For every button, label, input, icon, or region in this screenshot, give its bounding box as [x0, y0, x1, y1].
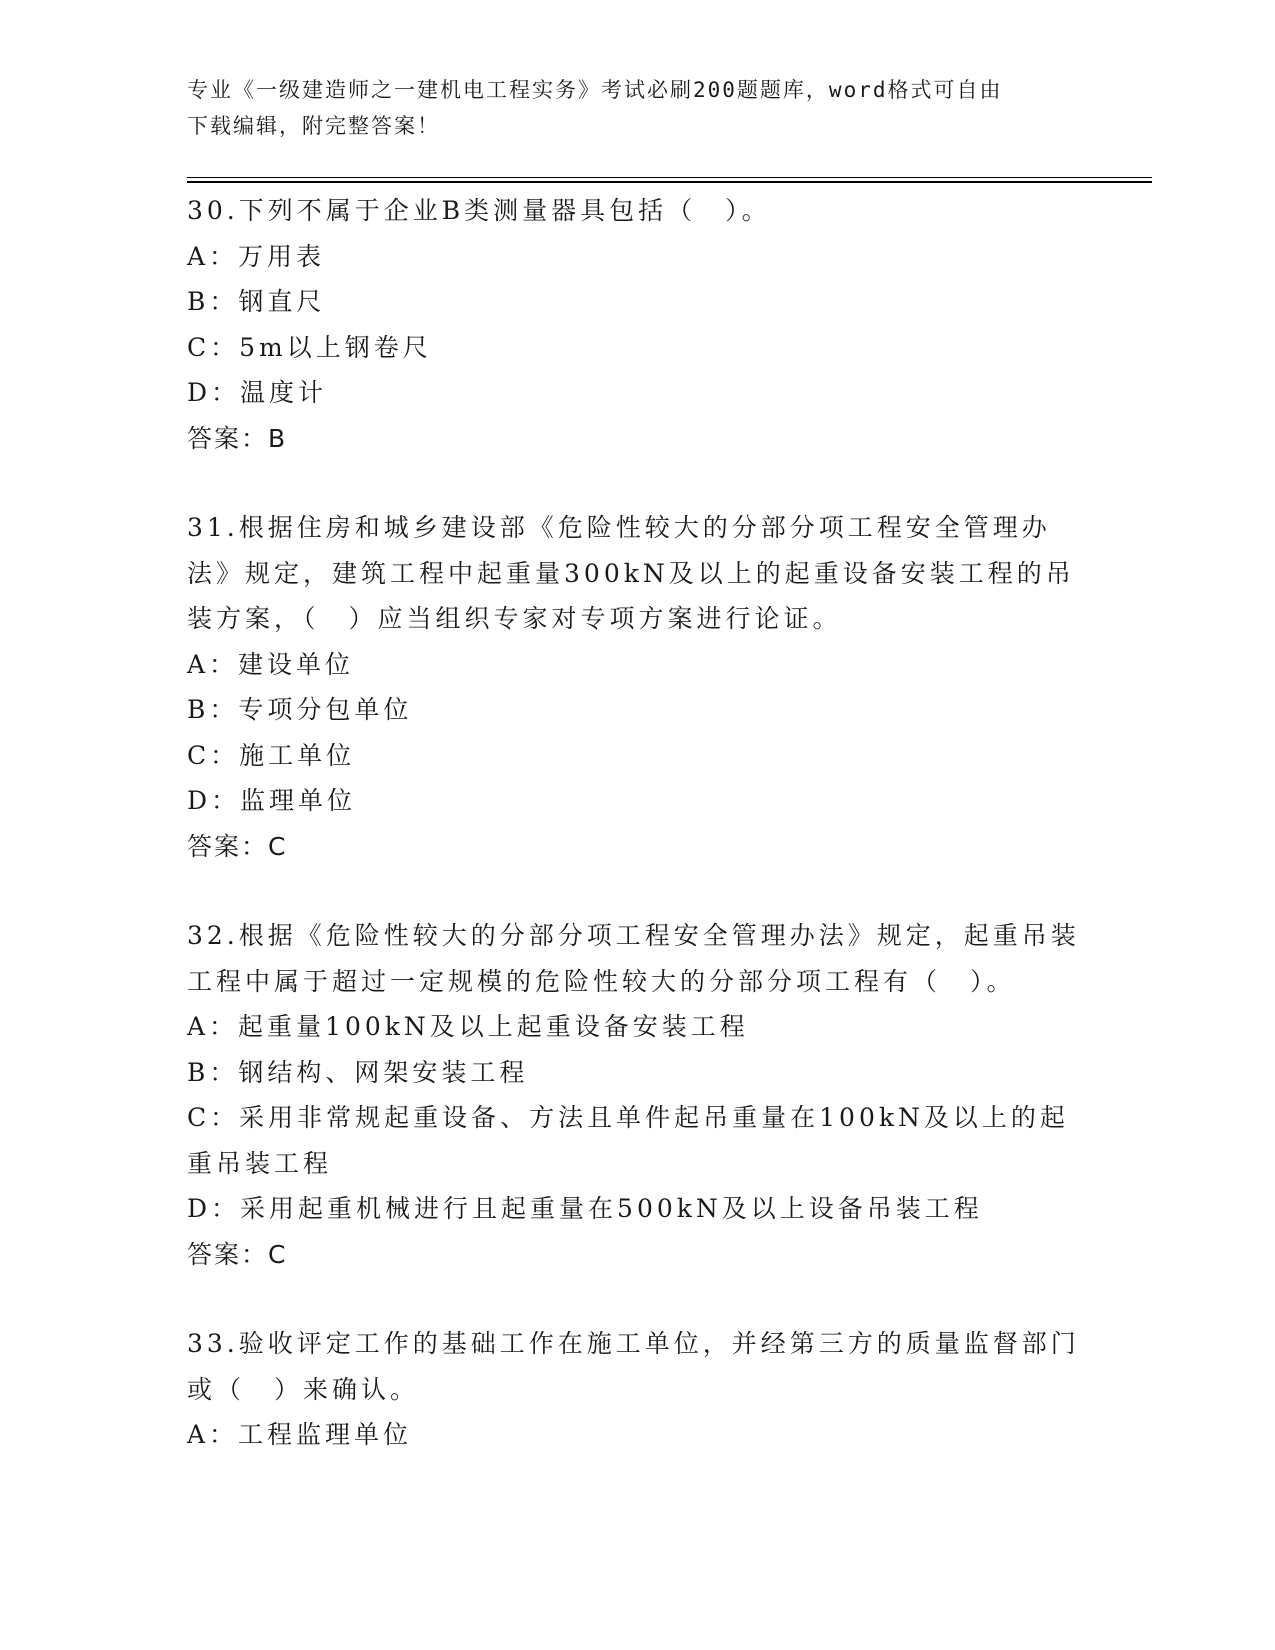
option-c: C：施工单位	[187, 740, 356, 770]
question-stem: 33.验收评定工作的基础工作在施工单位，并经第三方的质量监督部门或（ ）来确认。	[187, 1329, 1080, 1404]
header-divider-thick	[187, 181, 1152, 183]
option-a: A：起重量100kN及以上起重设备安装工程	[187, 1012, 749, 1041]
document-header	[187, 72, 1067, 144]
header-divider-thin	[187, 177, 1152, 178]
option-b: B：钢直尺	[187, 287, 326, 316]
answer-label: 答案：C	[187, 1239, 288, 1269]
option-d: D：监理单位	[187, 786, 357, 815]
option-b: B：专项分包单位	[187, 695, 413, 724]
header-line-2: 下载编辑，附完整答案！	[187, 114, 440, 138]
question-list	[187, 188, 1087, 1502]
question-32	[187, 913, 1087, 1277]
question-31	[187, 505, 1087, 869]
question-stem: 32.根据《危险性较大的分部分项工程安全管理办法》规定，起重吊装工程中属于超过一定规模的危险性较大的分部分项工程有（ ）。	[187, 921, 1080, 996]
question-33	[187, 1321, 1087, 1458]
question-stem: 31.根据住房和城乡建设部《危险性较大的分部分项工程安全管理办法》规定，建筑工程中起重量300kN及以上的起重设备安装工程的吊装方案，（ ）应当组织专家对专项方案进行论证。	[187, 513, 1075, 633]
answer-label: 答案：C	[187, 831, 288, 861]
option-c: C：5m以上钢卷尺	[187, 332, 432, 362]
option-b: B：钢结构、网架安装工程	[187, 1057, 529, 1087]
header-line-1: 专业《一级建造师之一建机电工程实务》考试必刷200题题库，word格式可自由	[187, 78, 1003, 102]
option-a: A：建设单位	[187, 649, 355, 679]
answer-label: 答案：B	[187, 423, 288, 453]
option-d: D：温度计	[187, 378, 328, 407]
option-c: C：采用非常规起重设备、方法且单件起吊重量在100kN及以上的起重吊装工程	[187, 1103, 1069, 1178]
question-stem: 30.下列不属于企业B类测量器具包括（ ）。	[187, 196, 771, 225]
option-a: A：工程监理单位	[187, 1420, 413, 1449]
option-d: D：采用起重机械进行且起重量在500kN及以上设备吊装工程	[187, 1194, 983, 1223]
option-a: A：万用表	[187, 241, 326, 271]
question-30	[187, 188, 1087, 461]
